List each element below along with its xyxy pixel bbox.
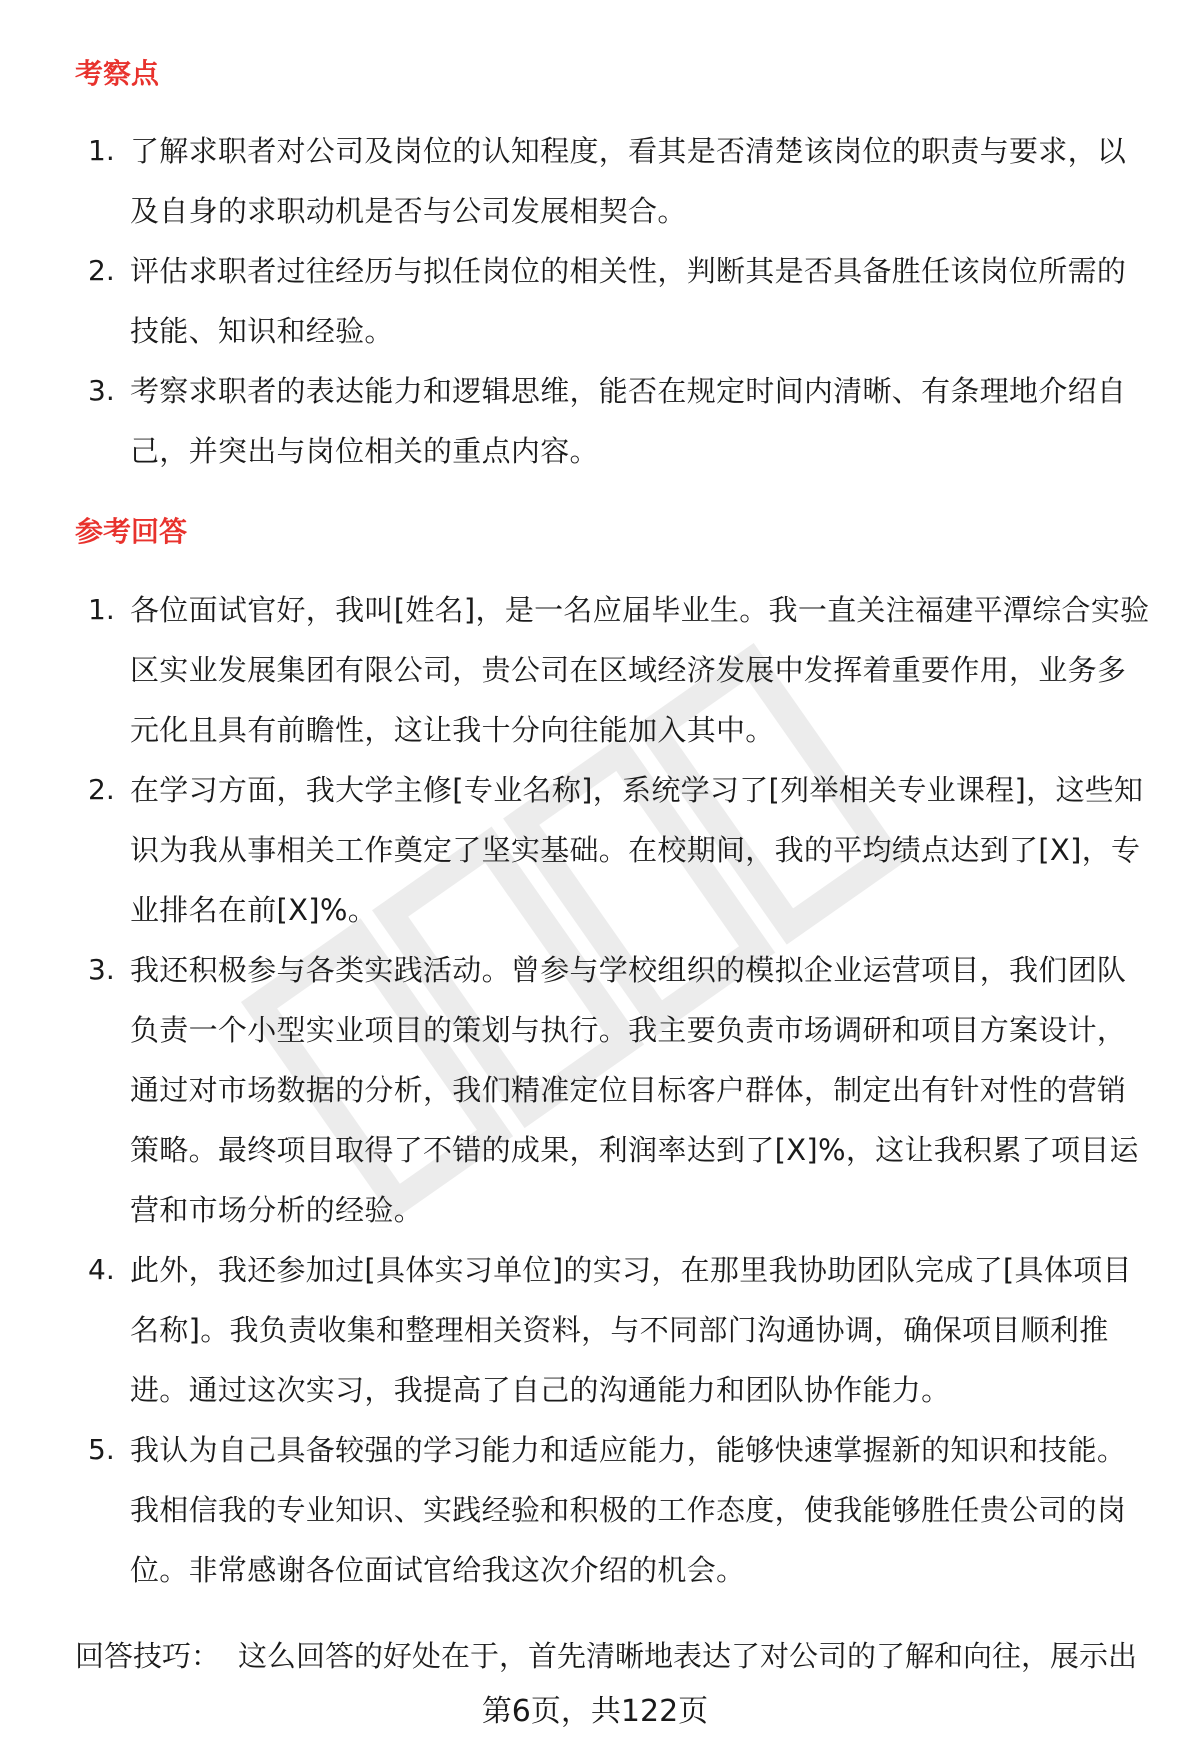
list-item: [0, 580, 1190, 760]
list-item-text: 考察求职者的表达能力和逻辑思维，能否在规定时间内清晰、有条理地介绍自己，并突出与岗位相关的重点内容。: [130, 374, 1127, 468]
answer-tips-text: 这么回答的好处在于，首先清晰地表达了对公司的了解和向往，展示出: [238, 1639, 1138, 1673]
section-heading-exam-points: 考察点: [75, 57, 160, 90]
list-item-number: 2.: [88, 254, 115, 287]
list-item-number: 2.: [88, 773, 115, 806]
list-item-text: 各位面试官好，我叫[姓名]，是一名应届毕业生。我一直关注福建平潭综合实验区实业发展集团有限公司，贵公司在区域经济发展中发挥着重要作用，业务多元化且具有前瞻性，这让我十分向往能加入其中。: [130, 593, 1150, 747]
list-item-number: 1.: [88, 134, 115, 167]
reference-answer-list: [0, 580, 1190, 1600]
page-number-footer: 第6页，共122页: [481, 1694, 709, 1729]
list-item: [0, 1420, 1190, 1600]
exam-points-list: [0, 121, 1190, 481]
list-item-number: 3.: [88, 374, 115, 407]
list-item-text: 在学习方面，我大学主修[专业名称]，系统学习了[列举相关专业课程]，这些知识为我从事相关工作奠定了坚实基础。在校期间，我的平均绩点达到了[X]，专业排名在前[X]%。: [130, 773, 1144, 927]
list-item-number: 3.: [88, 953, 115, 986]
list-item: [0, 1240, 1190, 1420]
list-item: [0, 940, 1190, 1240]
list-item: [0, 760, 1190, 940]
list-item-text: 我认为自己具备较强的学习能力和适应能力，能够快速掌握新的知识和技能。我相信我的专业知识、实践经验和积极的工作态度，使我能够胜任贵公司的岗位。非常感谢各位面试官给我这次介绍的机会。: [130, 1433, 1127, 1587]
list-item-number: 4.: [88, 1253, 115, 1286]
answer-tips-label: 回答技巧：: [75, 1639, 221, 1673]
list-item: [0, 121, 1190, 241]
section-heading-reference-answer: 参考回答: [75, 515, 188, 548]
list-item-number: 1.: [88, 593, 115, 626]
list-item-text: 我还积极参与各类实践活动。曾参与学校组织的模拟企业运营项目，我们团队负责一个小型实业项目的策划与执行。我主要负责市场调研和项目方案设计，通过对市场数据的分析，我们精准定位目标客户群体，制定出有针对性的营销策略。最终项目取得了不错的成果，利润率达到了[X]%，这让我积累了项目运营和市场分析的经验。: [130, 953, 1139, 1227]
list-item: [0, 361, 1190, 481]
list-item: [0, 241, 1190, 361]
list-item-text: 此外，我还参加过[具体实习单位]的实习，在那里我协助团队完成了[具体项目名称]。我负责收集和整理相关资料，与不同部门沟通协调，确保项目顺利推进。通过这次实习，我提高了自己的沟通能力和团队协作能力。: [130, 1253, 1132, 1407]
answer-tips: [75, 1632, 1165, 1680]
list-item-number: 5.: [88, 1433, 115, 1466]
list-item-text: 了解求职者对公司及岗位的认知程度，看其是否清楚该岗位的职责与要求，以及自身的求职动机是否与公司发展相契合。: [130, 134, 1127, 228]
list-item-text: 评估求职者过往经历与拟任岗位的相关性，判断其是否具备胜任该岗位所需的技能、知识和经验。: [130, 254, 1127, 348]
